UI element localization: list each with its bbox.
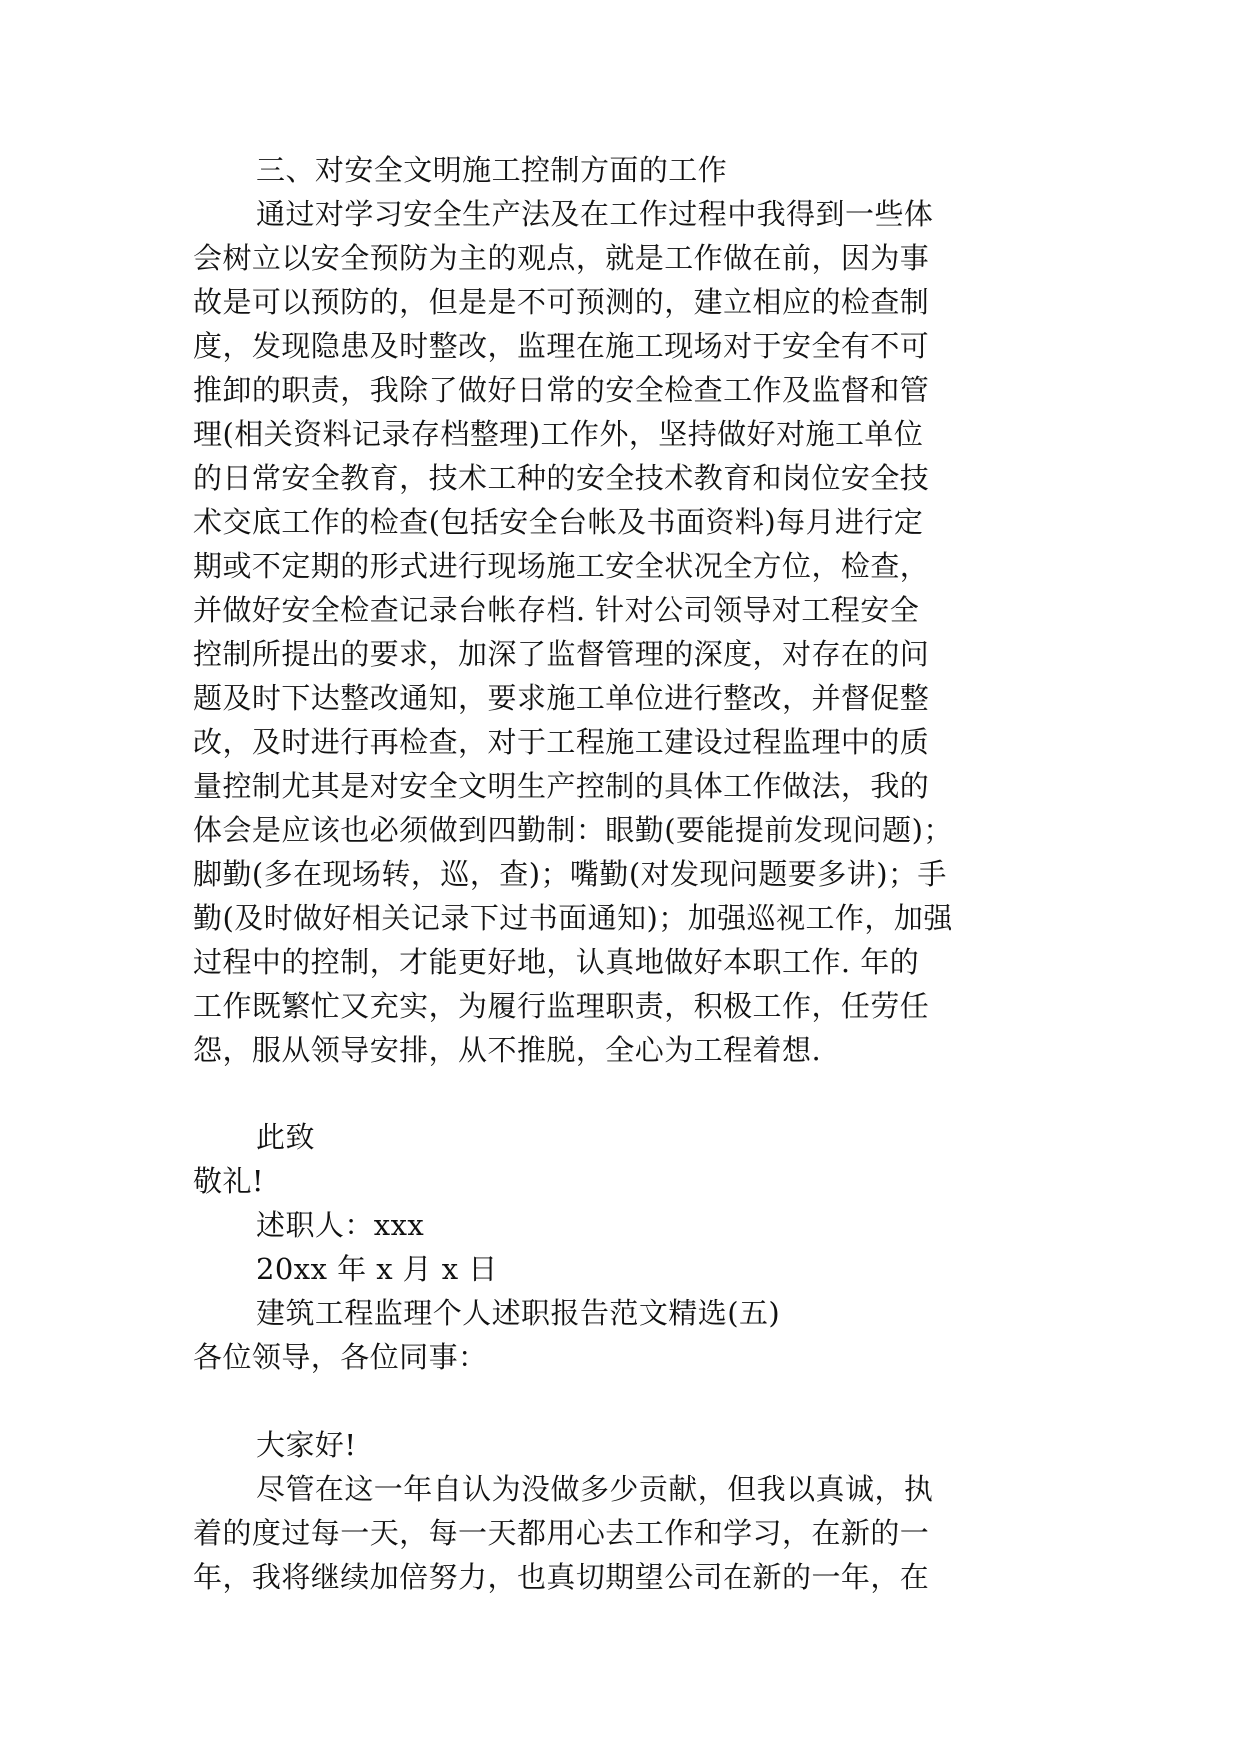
- next-report-title: 建筑工程监理个人述职报告范文精选(五): [256, 1296, 781, 1330]
- section-heading: 三、对安全文明施工控制方面的工作: [256, 153, 728, 187]
- paragraph-line: 的日常安全教育，技术工种的安全技术教育和岗位安全技: [193, 461, 930, 495]
- paragraph-line: 通过对学习安全生产法及在工作过程中我得到一些体: [256, 197, 934, 231]
- paragraph-line: 量控制尤其是对安全文明生产控制的具体工作做法，我的: [193, 769, 930, 803]
- paragraph-line: 尽管在这一年自认为没做多少贡献，但我以真诚，执: [256, 1472, 934, 1506]
- paragraph-line: 怨，服从领导安排，从不推脱，全心为工程着想.: [193, 1033, 822, 1067]
- paragraph-line: 期或不定期的形式进行现场施工安全状况全方位，检查，: [193, 549, 930, 583]
- paragraph-line: 故是可以预防的，但是是不可预测的，建立相应的检查制: [193, 285, 930, 319]
- salutation-line: 各位领导，各位同事：: [193, 1340, 488, 1374]
- paragraph-line: 术交底工作的检查(包括安全台帐及书面资料)每月进行定: [193, 505, 924, 539]
- paragraph-line: 过程中的控制，才能更好地，认真地做好本职工作. 年的: [193, 945, 920, 979]
- closing-salute: 敬礼!: [193, 1164, 265, 1198]
- paragraph-line: 勤(及时做好相关记录下过书面通知)；加强巡视工作，加强: [193, 901, 953, 935]
- closing-phrase: 此致: [256, 1120, 315, 1154]
- paragraph-line: 体会是应该也必须做到四勤制：眼勤(要能提前发现问题)；: [193, 813, 953, 847]
- paragraph-line: 控制所提出的要求，加深了监督管理的深度，对存在的问: [193, 637, 930, 671]
- paragraph-line: 并做好安全检查记录台帐存档. 针对公司领导对工程安全: [193, 593, 920, 627]
- paragraph-line: 会树立以安全预防为主的观点，就是工作做在前，因为事: [193, 241, 930, 275]
- paragraph-line: 工作既繁忙又充实，为履行监理职责，积极工作，任劳任: [193, 989, 930, 1023]
- paragraph-line: 推卸的职责，我除了做好日常的安全检查工作及监督和管: [193, 373, 930, 407]
- date-line: 20xx 年 x 月 x 日: [256, 1252, 498, 1286]
- greeting-line: 大家好!: [256, 1428, 357, 1462]
- paragraph-line: 度，发现隐患及时整改，监理在施工现场对于安全有不可: [193, 329, 930, 363]
- paragraph-line: 脚勤(多在现场转，巡，查)；嘴勤(对发现问题要多讲)；手: [193, 857, 947, 891]
- paragraph-line: 年，我将继续加倍努力，也真切期望公司在新的一年，在: [193, 1560, 930, 1594]
- paragraph-line: 着的度过每一天，每一天都用心去工作和学习，在新的一: [193, 1516, 930, 1550]
- paragraph-line: 改，及时进行再检查，对于工程施工建设过程监理中的质: [193, 725, 930, 759]
- paragraph-line: 题及时下达整改通知，要求施工单位进行整改，并督促整: [193, 681, 930, 715]
- signer-line: 述职人：xxx: [256, 1208, 425, 1242]
- paragraph-line: 理(相关资料记录存档整理)工作外，坚持做好对施工单位: [193, 417, 924, 451]
